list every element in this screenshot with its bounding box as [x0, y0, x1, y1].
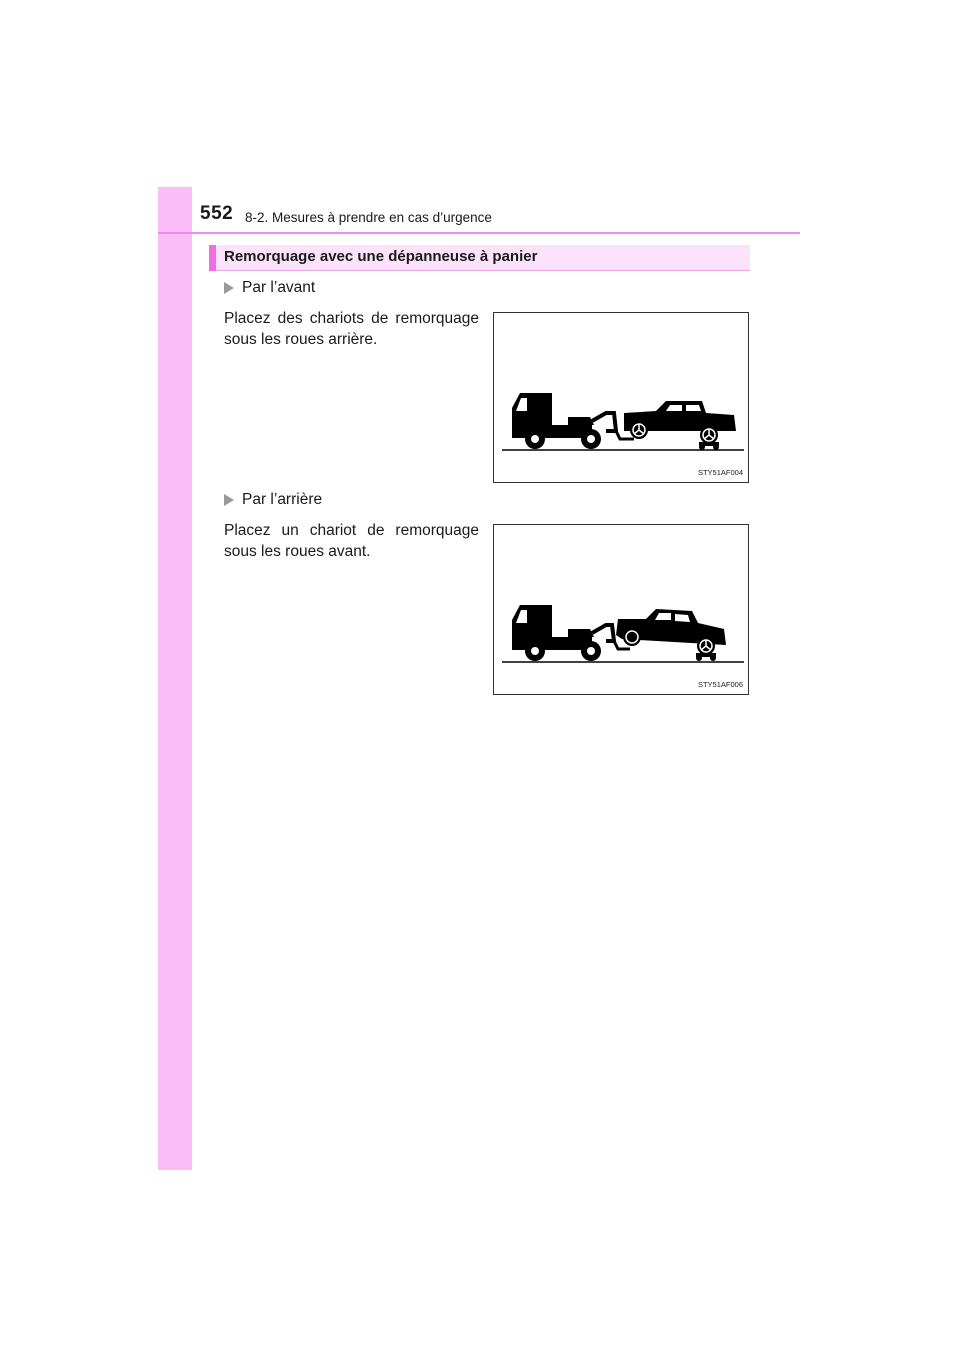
triangle-right-icon [224, 494, 234, 506]
tow-truck-rear-lift-illustration [494, 525, 750, 696]
header-rule [158, 232, 800, 234]
instruction-text: Placez un chariot de remorquage sous les roues avant. [224, 522, 479, 560]
bullet-item-rear [224, 491, 322, 509]
figure-code: STY51AF006 [697, 680, 743, 689]
tow-truck-front-lift-illustration [494, 313, 750, 484]
figure-code: STY51AF004 [697, 468, 743, 477]
page-number: 552 [200, 203, 234, 224]
towing-illustration-rear [493, 524, 749, 695]
bullet-label: Par l’avant [242, 279, 316, 296]
bullet-label: Par l’arrière [242, 491, 323, 508]
chapter-title: 8-2. Mesures à prendre en cas d’urgence [245, 210, 492, 225]
bullet-item-front [224, 279, 315, 297]
towing-illustration-front [493, 312, 749, 483]
section-title: Remorquage avec une dépanneuse à panier [224, 248, 538, 265]
section-header [209, 245, 750, 271]
instruction-text: Placez des chariots de remorquage sous les roues arrière. [224, 310, 479, 348]
section-marker [209, 245, 216, 271]
triangle-right-icon [224, 282, 234, 294]
side-color-band [158, 187, 192, 1170]
